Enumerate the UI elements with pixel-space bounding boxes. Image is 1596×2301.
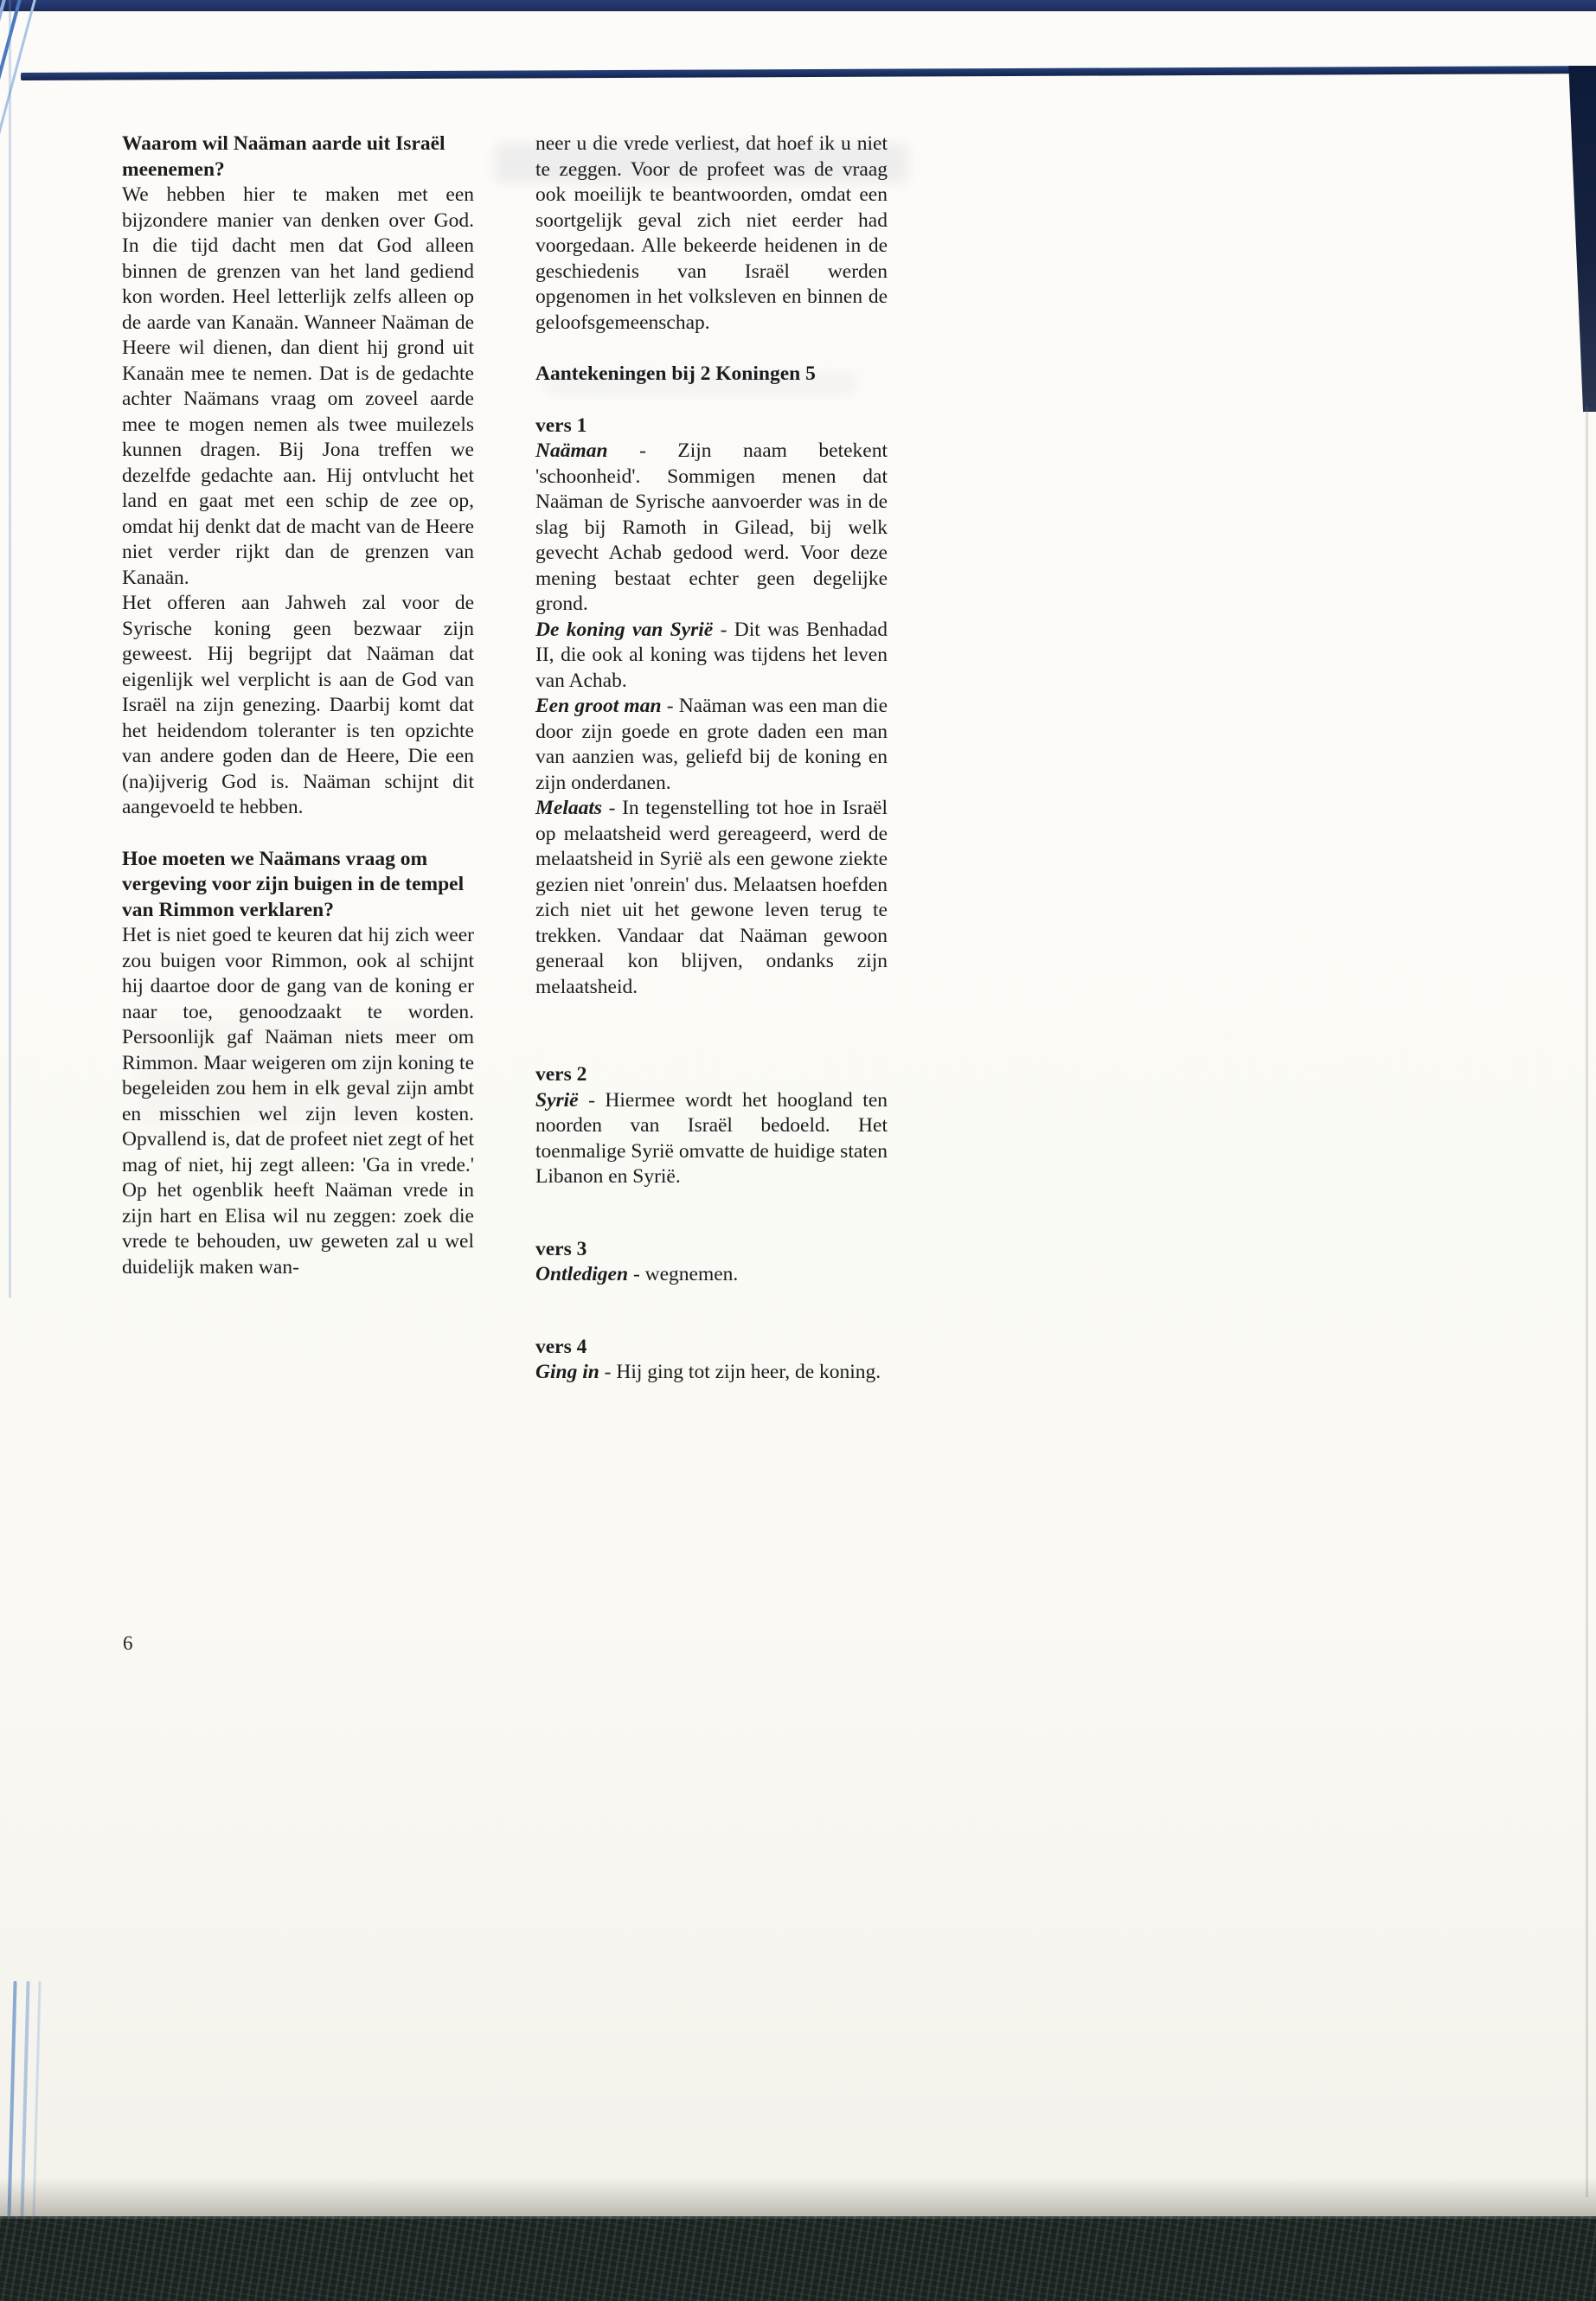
body-paragraph: Het is niet goed te keuren dat hij zich weer zou buigen voor Rimmon, ook al schijnt hij daartoe door de gang van de koning er naar toe, genoodzaakt te worden. Persoonlijk gaf Naäman niets meer om Rimmon. Maar weigeren om zijn koning te begeleiden zou hem in elk geval zijn ambt en misschien wel zijn leven kosten. Opvallend is, dat de profeet niet zegt of het mag of niet, hij zegt alleen: 'Ga in vrede.' Op het ogenblik heeft Naäman vrede in zijn hart en Elisa wil nu zeggen: zoek die vrede te behouden, uw geweten zal u wel duidelijk maken wan- — [122, 924, 474, 1279]
lemma-text: - Hiermee wordt het hoogland ten noorden van Israël bedoeld. Het toenmalige Syrië omvatte de huidige staten Libanon en Syrië. — [535, 1088, 888, 1188]
right-text-column — [535, 131, 888, 1386]
lemma-paragraph — [535, 796, 888, 1000]
book-cover-bottom-band — [0, 2216, 1596, 2301]
lemma-paragraph — [535, 618, 888, 695]
body-paragraph: Het offeren aan Jahweh zal voor de Syrische koning geen bezwaar zijn geweest. Hij begrijpt dat Naäman dat eigenlijk wel verplicht is aan de God van Israël na zijn genezing. Daarbij komt dat het heidendom toleranter is ten opzichte van andere goden dan de Heere, Die een (na)ijverig God is. Naäman schijnt dit aangevoeld te hebben. — [122, 592, 474, 818]
lemma-text: - Zijn naam betekent 'schoonheid'. Sommigen menen dat Naäman de Syrische aanvoerder was in de slag bij Ramoth in Gilead, bij welk gevecht Achab gedood werd. Voor deze mening bestaat echter geen degelijke grond. — [535, 439, 888, 615]
question-heading: Hoe moeten we Naämans vraag om vergeving voor zijn buigen in de tempel van Rimmon verklaren? — [122, 847, 465, 921]
lemma-paragraph — [535, 1360, 888, 1386]
lemma-text: - In tegenstelling tot hoe in Israël op melaatsheid werd gereageerd, werd de melaatsheid in Syrië als een gewone ziekte gezien niet 'onrein' dus. Melaatsen hoefden zich niet uit het gewone leven terug te trekken. Vandaar dat Naäman gewoon generaal kon blijven, ondanks zijn melaatsheid. — [535, 797, 888, 998]
lemma-text: - wegnemen. — [632, 1263, 739, 1285]
page-right-edge-line — [1586, 407, 1588, 2197]
lemma-term: De koning van Syrië — [535, 618, 714, 641]
cover-corner-lines — [0, 0, 121, 285]
cover-line — [0, 0, 41, 217]
lemma-term: Een groot man — [535, 695, 662, 717]
left-text-column — [122, 131, 474, 1280]
verse-label: vers 3 — [535, 1237, 587, 1260]
book-top-edge-strip — [0, 0, 1596, 11]
lemma-term: Naäman — [535, 439, 608, 462]
body-paragraph: We hebben hier te maken met een bijzondere manier van denken over God. In die tijd dacht men dat God alleen binnen de grenzen van het land gediend kon worden. Heel letterlijk zelfs alleen op de aarde van Kanaän. Wanneer Naäman de Heere wil dienen, dan dient hij grond uit Kanaän mee te nemen. Dat is de gedachte achter Naämans vraag om zoveel aarde mee te mogen nemen als twee muilezels kunnen dragen. Bij Jona treffen we dezelfde gedachte aan. Hij ontvlucht het land en gaat met een schip de zee op, omdat hij denkt dat de macht van de Heere niet verder rijkt dan de grenzen van Kanaän. — [122, 183, 474, 589]
page-bottom-shadow — [0, 2178, 1596, 2216]
body-paragraph: neer u die vrede verliest, dat hoef ik u niet te zeggen. Voor de profeet was de vraag ook moeilijk te beantwoorden, omdat een soortgelijk geval zich niet eerder had voorgedaan. Alle bekeerde heidenen in de geschiedenis van Israël werden opgenomen in het volksleven en binnen de geloofsgemeenschap. — [535, 132, 888, 334]
question-heading: Waarom wil Naäman aarde uit Israël meenemen? — [122, 132, 445, 181]
lemma-term: Melaats — [535, 797, 603, 819]
page-top-edge-line — [21, 66, 1596, 80]
verse-label: vers 2 — [535, 1063, 587, 1086]
lemma-paragraph — [535, 439, 888, 618]
lemma-paragraph — [535, 1088, 888, 1190]
lemma-term: Ontledigen — [535, 1263, 629, 1285]
book-right-edge-shadow — [1558, 66, 1596, 412]
page-number: 6 — [123, 1632, 133, 1654]
verse-label: vers 4 — [535, 1335, 587, 1358]
lemma-paragraph — [535, 1262, 888, 1288]
lemma-text: - Naäman was een man die door zijn goede en grote daden een man van aanzien was, geliefd bij de koning en zijn onderdanen. — [535, 695, 888, 794]
section-heading: Aantekeningen bij 2 Koningen 5 — [535, 362, 816, 385]
verse-label: vers 1 — [535, 413, 587, 437]
lemma-text: - Dit was Benhadad II, die ook al koning was tijdens het leven van Achab. — [535, 618, 888, 692]
lemma-text: - Hij ging tot zijn heer, de koning. — [604, 1361, 881, 1383]
lemma-paragraph — [535, 694, 888, 796]
lemma-term: Ging in — [535, 1361, 599, 1383]
page-left-edge-line — [9, 0, 11, 1298]
lemma-term: Syrië — [535, 1088, 579, 1112]
